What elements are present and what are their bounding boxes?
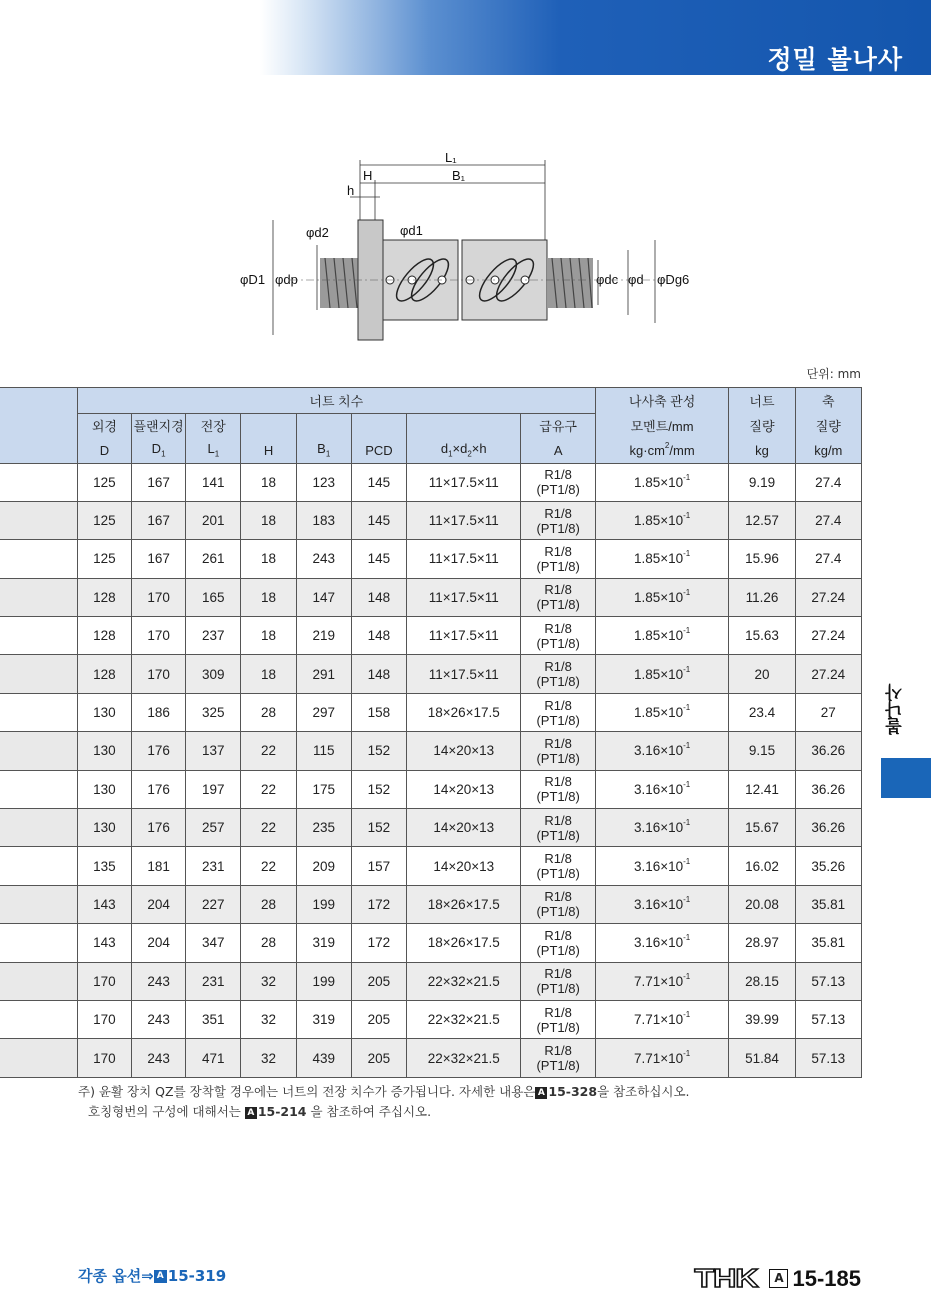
model-cell xyxy=(0,885,77,923)
cell-moment: $7.71\times 10^{-1}$ xyxy=(595,1000,729,1038)
cell-dims: 11×17.5×11 xyxy=(407,655,521,693)
cell-pcd: 152 xyxy=(351,732,406,770)
cell-dims: 22×32×21.5 xyxy=(407,962,521,1000)
cell-moment: $1.85\times 10^{-1}$ xyxy=(595,655,729,693)
cell-l1: 141 xyxy=(186,463,241,501)
cell-dims: 18×26×17.5 xyxy=(407,885,521,923)
cell-pcd: 158 xyxy=(351,693,406,731)
side-section-label: 볼나사 xyxy=(886,684,906,736)
cell-shaft-mass: 35.26 xyxy=(795,847,861,885)
table-row xyxy=(0,655,862,693)
col-dims: $d_1\times d_2\times h$ xyxy=(407,438,521,463)
cell-nut-mass: 11.26 xyxy=(729,578,795,616)
cell-d1: 176 xyxy=(132,809,186,847)
label-B1: B₁ xyxy=(452,168,466,183)
cell-nut-mass: 16.02 xyxy=(729,847,795,885)
cell-nut-mass: 15.67 xyxy=(729,809,795,847)
cell-moment: $7.71\times 10^{-1}$ xyxy=(595,1039,729,1077)
cell-d: 125 xyxy=(77,463,131,501)
cell-h: 32 xyxy=(241,1039,296,1077)
table-row xyxy=(0,617,862,655)
table-row xyxy=(0,847,862,885)
table-row xyxy=(0,770,862,808)
cell-l1: 165 xyxy=(186,578,241,616)
label-L1: L₁ xyxy=(445,150,457,165)
cell-lubrication: R1/8 (PT1/8) xyxy=(521,1000,595,1038)
cell-nut-mass: 15.63 xyxy=(729,617,795,655)
cell-d: 135 xyxy=(77,847,131,885)
table-row xyxy=(0,962,862,1000)
cell-b1: 439 xyxy=(296,1039,351,1077)
cell-l1: 231 xyxy=(186,962,241,1000)
table-row xyxy=(0,540,862,578)
model-header xyxy=(0,388,77,464)
cell-nut-mass: 51.84 xyxy=(729,1039,795,1077)
col-A-kr: 급유구 xyxy=(521,413,595,438)
cell-moment: $3.16\times 10^{-1}$ xyxy=(595,847,729,885)
cell-pcd: 205 xyxy=(351,962,406,1000)
footer-options-link[interactable]: 각종 옵션⇒ A 15-319 xyxy=(78,1267,227,1285)
cell-d: 125 xyxy=(77,540,131,578)
cell-lubrication: R1/8 (PT1/8) xyxy=(521,847,595,885)
cell-d1: 176 xyxy=(132,732,186,770)
cell-shaft-mass: 36.26 xyxy=(795,732,861,770)
model-cell xyxy=(0,770,77,808)
cell-h: 28 xyxy=(241,693,296,731)
cell-shaft-mass: 57.13 xyxy=(795,1039,861,1077)
table-row xyxy=(0,809,862,847)
cell-shaft-mass: 27.24 xyxy=(795,617,861,655)
label-dp: φdp xyxy=(275,272,298,287)
cell-moment: $3.16\times 10^{-1}$ xyxy=(595,770,729,808)
cell-lubrication: R1/8 (PT1/8) xyxy=(521,501,595,539)
ref-box: A xyxy=(154,1270,167,1283)
cell-h: 22 xyxy=(241,847,296,885)
cell-b1: 235 xyxy=(296,809,351,847)
note-line-1: 주) 윤활 장치 QZ를 장착할 경우에는 너트의 전장 치수가 증가됩니다. 자세한 내용은 A 15-328을 참조하십시오. xyxy=(78,1084,690,1099)
cell-d: 170 xyxy=(77,962,131,1000)
model-cell xyxy=(0,847,77,885)
cell-nut-mass: 28.97 xyxy=(729,924,795,962)
col-moment-unit: $kg\cdot cm^2/mm$ xyxy=(595,438,729,463)
cell-lubrication: R1/8 (PT1/8) xyxy=(521,924,595,962)
cell-d1: 167 xyxy=(132,501,186,539)
cell-nut-mass: 20 xyxy=(729,655,795,693)
cell-d1: 167 xyxy=(132,463,186,501)
thk-logo: THK xyxy=(694,1263,758,1293)
cell-d: 128 xyxy=(77,655,131,693)
cell-pcd: 148 xyxy=(351,655,406,693)
cell-dims: 14×20×13 xyxy=(407,809,521,847)
ref-link[interactable]: 15-214 xyxy=(257,1104,307,1119)
cell-b1: 199 xyxy=(296,885,351,923)
cell-l1: 137 xyxy=(186,732,241,770)
col-PCD-kr xyxy=(351,413,406,438)
model-cell xyxy=(0,578,77,616)
cell-moment: $3.16\times 10^{-1}$ xyxy=(595,732,729,770)
col-D: D xyxy=(77,438,131,463)
model-cell xyxy=(0,463,77,501)
label-H: H xyxy=(363,168,373,183)
cell-b1: 199 xyxy=(296,962,351,1000)
cell-shaft-mass: 35.81 xyxy=(795,885,861,923)
cell-d: 130 xyxy=(77,693,131,731)
col-PCD: PCD xyxy=(351,438,406,463)
cell-d: 170 xyxy=(77,1039,131,1077)
cell-dims: 14×20×13 xyxy=(407,847,521,885)
cell-moment: $7.71\times 10^{-1}$ xyxy=(595,962,729,1000)
table-row xyxy=(0,501,862,539)
cell-dims: 11×17.5×11 xyxy=(407,501,521,539)
label-d2: φd2 xyxy=(306,225,329,240)
cell-d: 143 xyxy=(77,924,131,962)
cell-lubrication: R1/8 (PT1/8) xyxy=(521,732,595,770)
cell-shaft-mass: 36.26 xyxy=(795,809,861,847)
moment-header-2: 모멘트/mm xyxy=(595,413,729,438)
ball-screw-diagram xyxy=(230,145,710,355)
table-row xyxy=(0,732,862,770)
cell-nut-mass: 15.96 xyxy=(729,540,795,578)
cell-nut-mass: 39.99 xyxy=(729,1000,795,1038)
cell-lubrication: R1/8 (PT1/8) xyxy=(521,578,595,616)
shaft-mass-header: 축 xyxy=(795,388,861,414)
label-Dg6: φDg6 xyxy=(657,272,690,287)
cell-pcd: 152 xyxy=(351,770,406,808)
cell-b1: 319 xyxy=(296,924,351,962)
cell-dims: 14×20×13 xyxy=(407,732,521,770)
label-D1: φD1 xyxy=(240,272,266,287)
cell-h: 18 xyxy=(241,655,296,693)
col-D1: $D_1$ xyxy=(132,438,186,463)
cell-h: 28 xyxy=(241,885,296,923)
cell-dims: 11×17.5×11 xyxy=(407,463,521,501)
cell-shaft-mass: 35.81 xyxy=(795,924,861,962)
cell-dims: 22×32×21.5 xyxy=(407,1039,521,1077)
cell-dims: 11×17.5×11 xyxy=(407,540,521,578)
cell-h: 18 xyxy=(241,463,296,501)
col-A: A xyxy=(521,438,595,463)
cell-lubrication: R1/8 (PT1/8) xyxy=(521,809,595,847)
cell-l1: 201 xyxy=(186,501,241,539)
cell-pcd: 152 xyxy=(351,809,406,847)
cell-b1: 291 xyxy=(296,655,351,693)
col-D1-kr: 플랜지경 xyxy=(132,413,186,438)
cell-dims: 11×17.5×11 xyxy=(407,578,521,616)
cell-b1: 123 xyxy=(296,463,351,501)
model-cell xyxy=(0,1039,77,1077)
cell-l1: 347 xyxy=(186,924,241,962)
cell-l1: 237 xyxy=(186,617,241,655)
page-section-box: A xyxy=(769,1269,788,1288)
cell-nut-mass: 28.15 xyxy=(729,962,795,1000)
cell-b1: 297 xyxy=(296,693,351,731)
ref-link[interactable]: 15-328 xyxy=(548,1084,598,1099)
side-section-tab[interactable] xyxy=(881,758,931,798)
cell-moment: $1.85\times 10^{-1}$ xyxy=(595,501,729,539)
cell-dims: 22×32×21.5 xyxy=(407,1000,521,1038)
table-row xyxy=(0,1000,862,1038)
cell-d1: 243 xyxy=(132,1000,186,1038)
spec-table xyxy=(0,387,862,1078)
cell-d: 143 xyxy=(77,885,131,923)
cell-l1: 325 xyxy=(186,693,241,731)
cell-d1: 243 xyxy=(132,962,186,1000)
cell-b1: 319 xyxy=(296,1000,351,1038)
col-L1: $L_1$ xyxy=(186,438,241,463)
cell-pcd: 172 xyxy=(351,885,406,923)
model-cell xyxy=(0,809,77,847)
cell-h: 18 xyxy=(241,540,296,578)
label-d: φd xyxy=(628,272,644,287)
col-D-kr: 외경 xyxy=(77,413,131,438)
col-B1-kr xyxy=(296,413,351,438)
col-L1-kr: 전장 xyxy=(186,413,241,438)
cell-nut-mass: 20.08 xyxy=(729,885,795,923)
model-cell xyxy=(0,732,77,770)
cell-h: 22 xyxy=(241,809,296,847)
cell-b1: 147 xyxy=(296,578,351,616)
cell-shaft-mass: 27.4 xyxy=(795,540,861,578)
cell-l1: 231 xyxy=(186,847,241,885)
cell-d: 130 xyxy=(77,732,131,770)
cell-shaft-mass: 27.4 xyxy=(795,501,861,539)
cell-b1: 209 xyxy=(296,847,351,885)
cell-pcd: 145 xyxy=(351,463,406,501)
label-h: h xyxy=(347,183,355,198)
cell-h: 32 xyxy=(241,1000,296,1038)
cell-shaft-mass: 57.13 xyxy=(795,1000,861,1038)
model-cell xyxy=(0,924,77,962)
cell-d1: 170 xyxy=(132,617,186,655)
cell-d: 125 xyxy=(77,501,131,539)
page-title: 정밀 볼나사 xyxy=(767,45,903,74)
cell-b1: 219 xyxy=(296,617,351,655)
cell-d1: 243 xyxy=(132,1039,186,1077)
cell-h: 28 xyxy=(241,924,296,962)
cell-pcd: 157 xyxy=(351,847,406,885)
cell-d1: 170 xyxy=(132,655,186,693)
col-B1: $B_1$ xyxy=(296,438,351,463)
model-cell xyxy=(0,501,77,539)
cell-nut-mass: 9.15 xyxy=(729,732,795,770)
cell-dims: 14×20×13 xyxy=(407,770,521,808)
cell-d1: 186 xyxy=(132,693,186,731)
cell-pcd: 172 xyxy=(351,924,406,962)
col-H: H xyxy=(241,438,296,463)
cell-lubrication: R1/8 (PT1/8) xyxy=(521,885,595,923)
moment-header-1: 나사축 관성 xyxy=(595,388,729,414)
model-cell xyxy=(0,655,77,693)
cell-l1: 227 xyxy=(186,885,241,923)
cell-lubrication: R1/8 (PT1/8) xyxy=(521,617,595,655)
model-cell xyxy=(0,617,77,655)
cell-moment: $1.85\times 10^{-1}$ xyxy=(595,578,729,616)
note-line-2: 호칭형번의 구성에 대해서는 A 15-214 을 참조하여 주십시오. xyxy=(88,1104,432,1119)
cell-l1: 197 xyxy=(186,770,241,808)
unit-label: 단위: mm xyxy=(806,367,861,381)
ref-box: A xyxy=(535,1087,547,1099)
footnotes xyxy=(78,1082,690,1122)
cell-dims: 18×26×17.5 xyxy=(407,693,521,731)
footer-page-info xyxy=(694,1263,861,1294)
cell-pcd: 145 xyxy=(351,501,406,539)
cell-pcd: 205 xyxy=(351,1039,406,1077)
cell-b1: 243 xyxy=(296,540,351,578)
cell-pcd: 145 xyxy=(351,540,406,578)
nut-dimension-header: 너트 치수 xyxy=(77,388,595,414)
cell-l1: 309 xyxy=(186,655,241,693)
ref-box: A xyxy=(245,1107,257,1119)
cell-shaft-mass: 57.13 xyxy=(795,962,861,1000)
col-shaft-mass-kr: 질량 xyxy=(795,413,861,438)
cell-d1: 176 xyxy=(132,770,186,808)
cell-l1: 471 xyxy=(186,1039,241,1077)
col-kg: kg xyxy=(729,438,795,463)
cell-h: 32 xyxy=(241,962,296,1000)
model-cell xyxy=(0,962,77,1000)
table-row xyxy=(0,463,862,501)
cell-d1: 167 xyxy=(132,540,186,578)
cell-moment: $3.16\times 10^{-1}$ xyxy=(595,809,729,847)
cell-d1: 181 xyxy=(132,847,186,885)
cell-moment: $1.85\times 10^{-1}$ xyxy=(595,693,729,731)
label-d1: φd1 xyxy=(400,223,423,238)
col-H-kr xyxy=(241,413,296,438)
cell-h: 18 xyxy=(241,578,296,616)
cell-pcd: 205 xyxy=(351,1000,406,1038)
cell-l1: 257 xyxy=(186,809,241,847)
cell-l1: 351 xyxy=(186,1000,241,1038)
nut-mass-header: 너트 xyxy=(729,388,795,414)
cell-lubrication: R1/8 (PT1/8) xyxy=(521,962,595,1000)
model-cell xyxy=(0,693,77,731)
table-row xyxy=(0,924,862,962)
cell-moment: $3.16\times 10^{-1}$ xyxy=(595,885,729,923)
cell-l1: 261 xyxy=(186,540,241,578)
cell-d: 130 xyxy=(77,770,131,808)
cell-b1: 175 xyxy=(296,770,351,808)
cell-nut-mass: 23.4 xyxy=(729,693,795,731)
cell-shaft-mass: 27.24 xyxy=(795,578,861,616)
cell-h: 18 xyxy=(241,501,296,539)
cell-h: 22 xyxy=(241,770,296,808)
cell-shaft-mass: 27.4 xyxy=(795,463,861,501)
cell-moment: $1.85\times 10^{-1}$ xyxy=(595,617,729,655)
cell-d: 128 xyxy=(77,617,131,655)
cell-moment: $1.85\times 10^{-1}$ xyxy=(595,463,729,501)
cell-lubrication: R1/8 (PT1/8) xyxy=(521,655,595,693)
cell-pcd: 148 xyxy=(351,578,406,616)
cell-b1: 183 xyxy=(296,501,351,539)
col-kgm: kg/m xyxy=(795,438,861,463)
table-row xyxy=(0,693,862,731)
cell-d1: 170 xyxy=(132,578,186,616)
cell-lubrication: R1/8 (PT1/8) xyxy=(521,770,595,808)
cell-shaft-mass: 27 xyxy=(795,693,861,731)
cell-lubrication: R1/8 (PT1/8) xyxy=(521,463,595,501)
model-cell xyxy=(0,540,77,578)
cell-b1: 115 xyxy=(296,732,351,770)
cell-d: 170 xyxy=(77,1000,131,1038)
col-nut-mass-kr: 질량 xyxy=(729,413,795,438)
cell-lubrication: R1/8 (PT1/8) xyxy=(521,540,595,578)
cell-shaft-mass: 27.24 xyxy=(795,655,861,693)
cell-h: 18 xyxy=(241,617,296,655)
cell-dims: 11×17.5×11 xyxy=(407,617,521,655)
cell-d1: 204 xyxy=(132,885,186,923)
cell-dims: 18×26×17.5 xyxy=(407,924,521,962)
cell-nut-mass: 9.19 xyxy=(729,463,795,501)
cell-d: 128 xyxy=(77,578,131,616)
cell-moment: $3.16\times 10^{-1}$ xyxy=(595,924,729,962)
cell-moment: $1.85\times 10^{-1}$ xyxy=(595,540,729,578)
table-row xyxy=(0,885,862,923)
table-row xyxy=(0,578,862,616)
model-cell xyxy=(0,1000,77,1038)
cell-pcd: 148 xyxy=(351,617,406,655)
cell-nut-mass: 12.41 xyxy=(729,770,795,808)
table-row xyxy=(0,1039,862,1077)
cell-lubrication: R1/8 (PT1/8) xyxy=(521,693,595,731)
col-dims-kr xyxy=(407,413,521,438)
cell-h: 22 xyxy=(241,732,296,770)
cell-shaft-mass: 36.26 xyxy=(795,770,861,808)
page-number: 15-185 xyxy=(792,1265,861,1291)
cell-d1: 204 xyxy=(132,924,186,962)
cell-lubrication: R1/8 (PT1/8) xyxy=(521,1039,595,1077)
label-dc: φdc xyxy=(596,272,619,287)
cell-nut-mass: 12.57 xyxy=(729,501,795,539)
cell-d: 130 xyxy=(77,809,131,847)
